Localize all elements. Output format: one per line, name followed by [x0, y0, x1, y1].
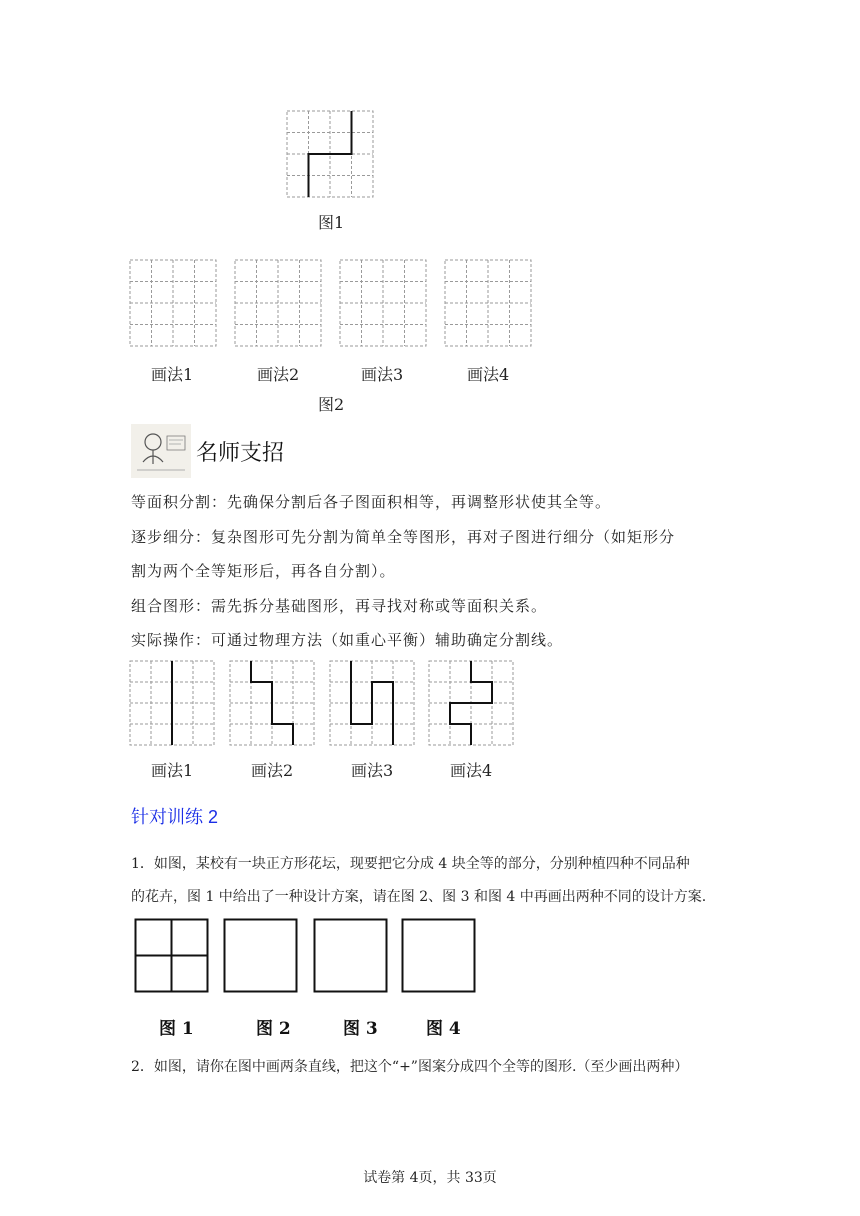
solution-grid-4	[428, 660, 516, 748]
page-footer: 试卷第 4页，共 33页	[363, 1170, 497, 1186]
solution-label-4: 画法4	[450, 761, 493, 780]
solution-grid-2	[229, 660, 317, 748]
flowerbed-figure-3	[313, 918, 389, 994]
method-label-2: 画法2	[257, 365, 300, 384]
solution-label-1: 画法1	[151, 761, 194, 780]
method-label-4: 画法4	[467, 365, 510, 384]
method-grid-4	[444, 259, 534, 349]
flowerbed-figure-1	[134, 918, 210, 994]
method-label-1: 画法1	[151, 365, 194, 384]
tip-line-3: 割为两个全等矩形后，再各自分割）。	[131, 562, 396, 580]
figure-2-label: 图2	[318, 395, 345, 414]
figure-1-grid	[286, 110, 376, 200]
method-grid-3	[339, 259, 429, 349]
question-1-line-1: 1．如图，某校有一块正方形花坛，现要把它分成 4 块全等的部分，分别种植四种不同品种	[131, 856, 690, 872]
tip-line-4: 组合图形：需先拆分基础图形，再寻找对称或等面积关系。	[131, 597, 548, 615]
method-grid-2	[234, 259, 324, 349]
flowerbed-label-1: 图 1	[159, 1019, 194, 1039]
method-label-3: 画法3	[361, 365, 404, 384]
solution-label-2: 画法2	[251, 761, 294, 780]
flowerbed-figure-4	[401, 918, 477, 994]
section-title: 针对训练 2	[131, 807, 219, 827]
tips-title: 名师支招	[196, 441, 285, 466]
solution-grid-1	[129, 660, 217, 748]
teacher-cartoon-icon	[131, 424, 191, 478]
tip-line-2: 逐步细分：复杂图形可先分割为简单全等图形，再对子图进行细分（如矩形分	[131, 528, 676, 546]
figure-1-label: 图1	[318, 213, 345, 232]
method-grid-1	[129, 259, 219, 349]
flowerbed-label-3: 图 3	[343, 1019, 378, 1039]
flowerbed-label-4: 图 4	[426, 1019, 461, 1039]
flowerbed-label-2: 图 2	[256, 1019, 291, 1039]
flowerbed-figure-2	[223, 918, 299, 994]
solution-label-3: 画法3	[351, 761, 394, 780]
solution-grid-3	[329, 660, 417, 748]
question-1-line-2: 的花卉，图 1 中给出了一种设计方案，请在图 2、图 3 和图 4 中再画出两种不同的设计方案.	[131, 889, 707, 905]
tip-line-5: 实际操作：可通过物理方法（如重心平衡）辅助确定分割线。	[131, 631, 564, 649]
question-2: 2．如图，请你在图中画两条直线，把这个“+”图案分成四个全等的图形.（至少画出两种）	[131, 1059, 689, 1075]
tip-line-1: 等面积分割：先确保分割后各子图面积相等，再调整形状使其全等。	[131, 493, 612, 511]
